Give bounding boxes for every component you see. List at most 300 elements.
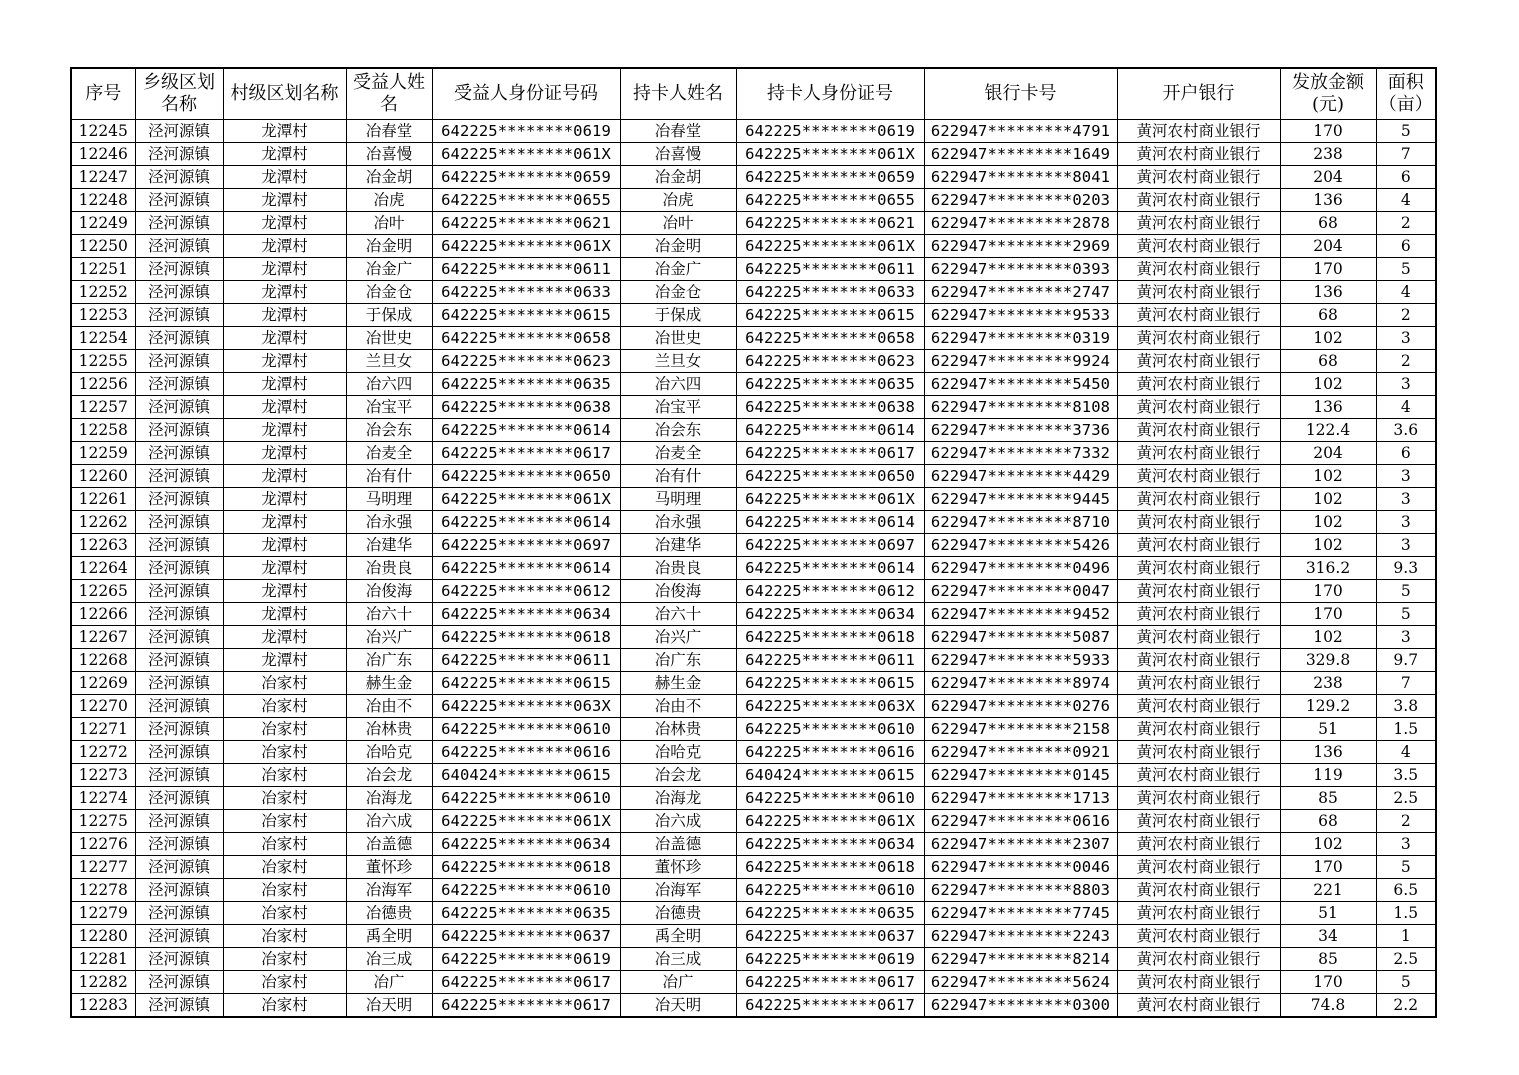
- bank-card-cell: 622947*********1649: [924, 143, 1117, 166]
- cardholder-id-cell: 642225********0611: [736, 258, 924, 281]
- cardholder-id-cell: 640424********0615: [736, 764, 924, 787]
- town-cell: 泾河源镇: [135, 304, 223, 327]
- beneficiary-id-cell: 642225********0655: [432, 189, 620, 212]
- serial-cell: 12277: [71, 856, 135, 879]
- cardholder-name-cell: 冶金仓: [620, 281, 736, 304]
- beneficiary-id-cell: 642225********0610: [432, 787, 620, 810]
- beneficiary-id-cell: 642225********0610: [432, 718, 620, 741]
- beneficiary-id-cell: 642225********0614: [432, 511, 620, 534]
- cardholder-name-cell: 禹全明: [620, 925, 736, 948]
- village-cell: 冶家村: [223, 902, 346, 925]
- beneficiary-name-cell: 冶贵良: [346, 557, 432, 580]
- village-cell: 龙潭村: [223, 166, 346, 189]
- town-cell: 泾河源镇: [135, 281, 223, 304]
- serial-cell: 12282: [71, 971, 135, 994]
- town-cell: 泾河源镇: [135, 810, 223, 833]
- table-row: [71, 235, 1436, 258]
- area-cell: 3: [1376, 833, 1436, 856]
- table-row: [71, 534, 1436, 557]
- bank-card-cell: 622947*********8803: [924, 879, 1117, 902]
- town-cell: 泾河源镇: [135, 764, 223, 787]
- beneficiary-name-cell: 赫生金: [346, 672, 432, 695]
- town-cell: 泾河源镇: [135, 603, 223, 626]
- village-cell: 龙潭村: [223, 281, 346, 304]
- beneficiary-id-cell: 642225********0611: [432, 649, 620, 672]
- serial-cell: 12283: [71, 994, 135, 1018]
- cardholder-name-cell: 冶金广: [620, 258, 736, 281]
- area-cell: 4: [1376, 396, 1436, 419]
- area-cell: 3: [1376, 488, 1436, 511]
- village-cell: 龙潭村: [223, 189, 346, 212]
- town-cell: 泾河源镇: [135, 373, 223, 396]
- cardholder-id-cell: 642225********0615: [736, 672, 924, 695]
- area-cell: 5: [1376, 856, 1436, 879]
- cardholder-name-cell: 董怀珍: [620, 856, 736, 879]
- cardholder-name-cell: 冶海军: [620, 879, 736, 902]
- cardholder-name-cell: 冶叶: [620, 212, 736, 235]
- beneficiary-name-cell: 冶三成: [346, 948, 432, 971]
- cardholder-id-cell: 642225********0617: [736, 994, 924, 1018]
- cardholder-name-cell: 冶海龙: [620, 787, 736, 810]
- town-cell: 泾河源镇: [135, 212, 223, 235]
- amount-cell: 170: [1280, 258, 1376, 281]
- beneficiary-id-cell: 642225********061X: [432, 235, 620, 258]
- bank-card-cell: 622947*********0393: [924, 258, 1117, 281]
- bank-name-cell: 黄河农村商业银行: [1117, 603, 1280, 626]
- area-cell: 2: [1376, 350, 1436, 373]
- area-cell: 1.5: [1376, 902, 1436, 925]
- cardholder-name-cell: 冶贵良: [620, 557, 736, 580]
- beneficiary-id-cell: 642225********0621: [432, 212, 620, 235]
- village-cell: 冶家村: [223, 764, 346, 787]
- beneficiary-name-cell: 于保成: [346, 304, 432, 327]
- town-cell: 泾河源镇: [135, 442, 223, 465]
- village-cell: 龙潭村: [223, 603, 346, 626]
- beneficiary-id-cell: 640424********0615: [432, 764, 620, 787]
- table-row: [71, 626, 1436, 649]
- amount-cell: 329.8: [1280, 649, 1376, 672]
- bank-name-cell: 黄河农村商业银行: [1117, 120, 1280, 143]
- beneficiary-id-cell: 642225********0619: [432, 948, 620, 971]
- beneficiary-id-cell: 642225********0614: [432, 419, 620, 442]
- cardholder-id-cell: 642225********0634: [736, 833, 924, 856]
- beneficiary-name-cell: 董怀珍: [346, 856, 432, 879]
- bank-card-cell: 622947*********5450: [924, 373, 1117, 396]
- table-row: [71, 396, 1436, 419]
- bank-name-cell: 黄河农村商业银行: [1117, 672, 1280, 695]
- bank-card-cell: 622947*********8041: [924, 166, 1117, 189]
- area-cell: 2: [1376, 304, 1436, 327]
- cardholder-id-cell: 642225********0655: [736, 189, 924, 212]
- bank-card-cell: 622947*********4791: [924, 120, 1117, 143]
- village-cell: 龙潭村: [223, 120, 346, 143]
- area-cell: 6.5: [1376, 879, 1436, 902]
- village-cell: 龙潭村: [223, 235, 346, 258]
- cardholder-id-cell: 642225********0614: [736, 419, 924, 442]
- village-cell: 冶家村: [223, 787, 346, 810]
- serial-cell: 12247: [71, 166, 135, 189]
- beneficiary-name-cell: 冶俊海: [346, 580, 432, 603]
- cardholder-name-cell: 赫生金: [620, 672, 736, 695]
- beneficiary-id-cell: 642225********0611: [432, 258, 620, 281]
- village-cell: 龙潭村: [223, 442, 346, 465]
- amount-cell: 136: [1280, 396, 1376, 419]
- bank-name-cell: 黄河农村商业银行: [1117, 442, 1280, 465]
- cardholder-id-cell: 642225********0610: [736, 718, 924, 741]
- serial-cell: 12262: [71, 511, 135, 534]
- bank-name-cell: 黄河农村商业银行: [1117, 350, 1280, 373]
- beneficiary-id-cell: 642225********0617: [432, 442, 620, 465]
- cardholder-name-cell: 冶会龙: [620, 764, 736, 787]
- bank-card-cell: 622947*********5426: [924, 534, 1117, 557]
- area-cell: 2: [1376, 212, 1436, 235]
- town-cell: 泾河源镇: [135, 787, 223, 810]
- cardholder-name-cell: 冶林贵: [620, 718, 736, 741]
- bank-card-cell: 622947*********0276: [924, 695, 1117, 718]
- serial-cell: 12271: [71, 718, 135, 741]
- bank-name-cell: 黄河农村商业银行: [1117, 511, 1280, 534]
- beneficiary-name-cell: 冶哈克: [346, 741, 432, 764]
- village-cell: 龙潭村: [223, 212, 346, 235]
- town-cell: 泾河源镇: [135, 925, 223, 948]
- beneficiary-name-cell: 冶六十: [346, 603, 432, 626]
- cardholder-name-cell: 冶俊海: [620, 580, 736, 603]
- serial-cell: 12259: [71, 442, 135, 465]
- bank-name-cell: 黄河农村商业银行: [1117, 649, 1280, 672]
- amount-cell: 122.4: [1280, 419, 1376, 442]
- village-cell: 冶家村: [223, 948, 346, 971]
- bank-card-cell: 622947*********2878: [924, 212, 1117, 235]
- cardholder-id-cell: 642225********061X: [736, 810, 924, 833]
- town-cell: 泾河源镇: [135, 741, 223, 764]
- village-cell: 冶家村: [223, 925, 346, 948]
- cardholder-id-cell: 642225********0638: [736, 396, 924, 419]
- beneficiary-id-cell: 642225********061X: [432, 488, 620, 511]
- serial-cell: 12248: [71, 189, 135, 212]
- beneficiary-id-cell: 642225********0618: [432, 856, 620, 879]
- beneficiary-name-cell: 冶建华: [346, 534, 432, 557]
- cardholder-id-cell: 642225********0621: [736, 212, 924, 235]
- table-row: [71, 718, 1436, 741]
- serial-cell: 12276: [71, 833, 135, 856]
- cardholder-name-cell: 冶宝平: [620, 396, 736, 419]
- beneficiary-id-cell: 642225********0610: [432, 879, 620, 902]
- beneficiary-id-cell: 642225********0635: [432, 902, 620, 925]
- serial-cell: 12245: [71, 120, 135, 143]
- beneficiary-id-cell: 642225********0617: [432, 994, 620, 1018]
- cardholder-id-cell: 642225********0618: [736, 626, 924, 649]
- amount-cell: 119: [1280, 764, 1376, 787]
- village-cell: 龙潭村: [223, 465, 346, 488]
- cardholder-id-cell: 642225********0610: [736, 879, 924, 902]
- area-cell: 3.6: [1376, 419, 1436, 442]
- village-cell: 龙潭村: [223, 327, 346, 350]
- table-row: [71, 327, 1436, 350]
- area-cell: 7: [1376, 672, 1436, 695]
- village-cell: 龙潭村: [223, 649, 346, 672]
- amount-cell: 136: [1280, 281, 1376, 304]
- cardholder-id-cell: 642225********0634: [736, 603, 924, 626]
- bank-name-cell: 黄河农村商业银行: [1117, 557, 1280, 580]
- beneficiary-id-cell: 642225********061X: [432, 143, 620, 166]
- table-row: [71, 603, 1436, 626]
- town-cell: 泾河源镇: [135, 327, 223, 350]
- table-row: [71, 465, 1436, 488]
- beneficiary-name-cell: 冶盖德: [346, 833, 432, 856]
- cardholder-name-cell: 冶虎: [620, 189, 736, 212]
- area-cell: 3: [1376, 327, 1436, 350]
- cardholder-name-cell: 冶世史: [620, 327, 736, 350]
- amount-cell: 68: [1280, 212, 1376, 235]
- amount-cell: 221: [1280, 879, 1376, 902]
- table-row: [71, 856, 1436, 879]
- amount-cell: 102: [1280, 511, 1376, 534]
- town-cell: 泾河源镇: [135, 833, 223, 856]
- village-cell: 龙潭村: [223, 580, 346, 603]
- amount-cell: 204: [1280, 166, 1376, 189]
- area-cell: 6: [1376, 235, 1436, 258]
- cardholder-id-cell: 642225********0650: [736, 465, 924, 488]
- serial-cell: 12257: [71, 396, 135, 419]
- table-row: [71, 488, 1436, 511]
- serial-cell: 12246: [71, 143, 135, 166]
- town-cell: 泾河源镇: [135, 994, 223, 1018]
- beneficiary-name-cell: 冶金广: [346, 258, 432, 281]
- town-cell: 泾河源镇: [135, 120, 223, 143]
- cardholder-id-cell: 642225********0610: [736, 787, 924, 810]
- town-cell: 泾河源镇: [135, 626, 223, 649]
- village-cell: 冶家村: [223, 695, 346, 718]
- town-cell: 泾河源镇: [135, 511, 223, 534]
- amount-cell: 204: [1280, 235, 1376, 258]
- area-cell: 4: [1376, 281, 1436, 304]
- beneficiary-name-cell: 冶金明: [346, 235, 432, 258]
- header-cell: 开户银行: [1117, 68, 1280, 120]
- bank-name-cell: 黄河农村商业银行: [1117, 488, 1280, 511]
- beneficiary-id-cell: 642225********063X: [432, 695, 620, 718]
- table-row: [71, 281, 1436, 304]
- town-cell: 泾河源镇: [135, 350, 223, 373]
- area-cell: 4: [1376, 189, 1436, 212]
- header-cell: 银行卡号: [924, 68, 1117, 120]
- cardholder-name-cell: 冶六十: [620, 603, 736, 626]
- beneficiary-name-cell: 禹全明: [346, 925, 432, 948]
- bank-card-cell: 622947*********2307: [924, 833, 1117, 856]
- serial-cell: 12252: [71, 281, 135, 304]
- cardholder-name-cell: 冶由不: [620, 695, 736, 718]
- bank-name-cell: 黄河农村商业银行: [1117, 787, 1280, 810]
- area-cell: 7: [1376, 143, 1436, 166]
- village-cell: 龙潭村: [223, 488, 346, 511]
- beneficiary-name-cell: 冶海军: [346, 879, 432, 902]
- village-cell: 龙潭村: [223, 373, 346, 396]
- serial-cell: 12272: [71, 741, 135, 764]
- table-row: [71, 902, 1436, 925]
- beneficiary-name-cell: 冶海龙: [346, 787, 432, 810]
- bank-name-cell: 黄河农村商业银行: [1117, 419, 1280, 442]
- table-body: [71, 120, 1436, 1018]
- bank-name-cell: 黄河农村商业银行: [1117, 902, 1280, 925]
- amount-cell: 238: [1280, 672, 1376, 695]
- town-cell: 泾河源镇: [135, 879, 223, 902]
- bank-card-cell: 622947*********1713: [924, 787, 1117, 810]
- amount-cell: 34: [1280, 925, 1376, 948]
- amount-cell: 102: [1280, 626, 1376, 649]
- cardholder-id-cell: 642225********0611: [736, 649, 924, 672]
- area-cell: 2: [1376, 810, 1436, 833]
- beneficiary-name-cell: 冶麦全: [346, 442, 432, 465]
- area-cell: 5: [1376, 603, 1436, 626]
- cardholder-id-cell: 642225********0659: [736, 166, 924, 189]
- beneficiary-id-cell: 642225********0659: [432, 166, 620, 189]
- amount-cell: 102: [1280, 373, 1376, 396]
- village-cell: 冶家村: [223, 810, 346, 833]
- town-cell: 泾河源镇: [135, 166, 223, 189]
- beneficiary-id-cell: 642225********0634: [432, 833, 620, 856]
- beneficiary-name-cell: 冶永强: [346, 511, 432, 534]
- amount-cell: 68: [1280, 810, 1376, 833]
- village-cell: 冶家村: [223, 971, 346, 994]
- header-cell: 乡级区划名称: [135, 68, 223, 120]
- table-row: [71, 189, 1436, 212]
- table-row: [71, 557, 1436, 580]
- bank-card-cell: 622947*********0319: [924, 327, 1117, 350]
- bank-card-cell: 622947*********0616: [924, 810, 1117, 833]
- table-row: [71, 166, 1436, 189]
- cardholder-id-cell: 642225********0614: [736, 511, 924, 534]
- bank-card-cell: 622947*********8710: [924, 511, 1117, 534]
- header-cell: 村级区划名称: [223, 68, 346, 120]
- serial-cell: 12281: [71, 948, 135, 971]
- area-cell: 3: [1376, 373, 1436, 396]
- beneficiary-name-cell: 冶宝平: [346, 396, 432, 419]
- bank-name-cell: 黄河农村商业银行: [1117, 925, 1280, 948]
- amount-cell: 51: [1280, 902, 1376, 925]
- cardholder-id-cell: 642225********0635: [736, 373, 924, 396]
- cardholder-name-cell: 冶广: [620, 971, 736, 994]
- amount-cell: 74.8: [1280, 994, 1376, 1018]
- bank-name-cell: 黄河农村商业银行: [1117, 948, 1280, 971]
- table-row: [71, 649, 1436, 672]
- beneficiary-name-cell: 冶广东: [346, 649, 432, 672]
- bank-card-cell: 622947*********5933: [924, 649, 1117, 672]
- beneficiary-name-cell: 冶有什: [346, 465, 432, 488]
- village-cell: 龙潭村: [223, 258, 346, 281]
- cardholder-id-cell: 642225********061X: [736, 235, 924, 258]
- village-cell: 龙潭村: [223, 557, 346, 580]
- cardholder-name-cell: 冶建华: [620, 534, 736, 557]
- beneficiary-id-cell: 642225********0658: [432, 327, 620, 350]
- serial-cell: 12274: [71, 787, 135, 810]
- cardholder-name-cell: 冶永强: [620, 511, 736, 534]
- bank-name-cell: 黄河农村商业银行: [1117, 189, 1280, 212]
- cardholder-id-cell: 642225********0616: [736, 741, 924, 764]
- cardholder-id-cell: 642225********0615: [736, 304, 924, 327]
- beneficiary-name-cell: 马明理: [346, 488, 432, 511]
- bank-name-cell: 黄河农村商业银行: [1117, 258, 1280, 281]
- serial-cell: 12250: [71, 235, 135, 258]
- bank-name-cell: 黄河农村商业银行: [1117, 373, 1280, 396]
- area-cell: 9.7: [1376, 649, 1436, 672]
- bank-name-cell: 黄河农村商业银行: [1117, 396, 1280, 419]
- village-cell: 龙潭村: [223, 396, 346, 419]
- bank-card-cell: 622947*********0496: [924, 557, 1117, 580]
- serial-cell: 12266: [71, 603, 135, 626]
- beneficiary-name-cell: 冶兴广: [346, 626, 432, 649]
- serial-cell: 12256: [71, 373, 135, 396]
- amount-cell: 102: [1280, 327, 1376, 350]
- amount-cell: 85: [1280, 787, 1376, 810]
- beneficiary-name-cell: 冶金仓: [346, 281, 432, 304]
- cardholder-id-cell: 642225********0612: [736, 580, 924, 603]
- beneficiary-id-cell: 642225********0634: [432, 603, 620, 626]
- beneficiary-name-cell: 冶金胡: [346, 166, 432, 189]
- area-cell: 3: [1376, 511, 1436, 534]
- beneficiary-id-cell: 642225********0615: [432, 304, 620, 327]
- amount-cell: 170: [1280, 603, 1376, 626]
- cardholder-id-cell: 642225********0635: [736, 902, 924, 925]
- town-cell: 泾河源镇: [135, 580, 223, 603]
- area-cell: 4: [1376, 741, 1436, 764]
- town-cell: 泾河源镇: [135, 971, 223, 994]
- serial-cell: 12268: [71, 649, 135, 672]
- bank-card-cell: 622947*********2969: [924, 235, 1117, 258]
- beneficiary-id-cell: 642225********0637: [432, 925, 620, 948]
- town-cell: 泾河源镇: [135, 189, 223, 212]
- area-cell: 2.5: [1376, 787, 1436, 810]
- area-cell: 5: [1376, 580, 1436, 603]
- village-cell: 冶家村: [223, 718, 346, 741]
- town-cell: 泾河源镇: [135, 557, 223, 580]
- cardholder-name-cell: 冶六四: [620, 373, 736, 396]
- table-row: [71, 120, 1436, 143]
- area-cell: 5: [1376, 258, 1436, 281]
- serial-cell: 12258: [71, 419, 135, 442]
- cardholder-id-cell: 642225********0619: [736, 948, 924, 971]
- area-cell: 6: [1376, 442, 1436, 465]
- town-cell: 泾河源镇: [135, 396, 223, 419]
- beneficiary-name-cell: 冶会龙: [346, 764, 432, 787]
- cardholder-name-cell: 冶春堂: [620, 120, 736, 143]
- table-row: [71, 925, 1436, 948]
- area-cell: 1: [1376, 925, 1436, 948]
- village-cell: 冶家村: [223, 994, 346, 1018]
- bank-card-cell: 622947*********2158: [924, 718, 1117, 741]
- bank-card-cell: 622947*********0046: [924, 856, 1117, 879]
- bank-name-cell: 黄河农村商业银行: [1117, 212, 1280, 235]
- beneficiary-id-cell: 642225********0635: [432, 373, 620, 396]
- serial-cell: 12264: [71, 557, 135, 580]
- amount-cell: 51: [1280, 718, 1376, 741]
- beneficiary-name-cell: 冶广: [346, 971, 432, 994]
- amount-cell: 102: [1280, 465, 1376, 488]
- bank-card-cell: 622947*********9924: [924, 350, 1117, 373]
- amount-cell: 102: [1280, 833, 1376, 856]
- serial-cell: 12261: [71, 488, 135, 511]
- cardholder-id-cell: 642225********0617: [736, 442, 924, 465]
- bank-card-cell: 622947*********2747: [924, 281, 1117, 304]
- town-cell: 泾河源镇: [135, 534, 223, 557]
- town-cell: 泾河源镇: [135, 258, 223, 281]
- cardholder-id-cell: 642225********0658: [736, 327, 924, 350]
- beneficiary-id-cell: 642225********0650: [432, 465, 620, 488]
- cardholder-name-cell: 冶德贵: [620, 902, 736, 925]
- bank-card-cell: 622947*********3736: [924, 419, 1117, 442]
- bank-name-cell: 黄河农村商业银行: [1117, 327, 1280, 350]
- table-row: [71, 511, 1436, 534]
- town-cell: 泾河源镇: [135, 902, 223, 925]
- area-cell: 3: [1376, 534, 1436, 557]
